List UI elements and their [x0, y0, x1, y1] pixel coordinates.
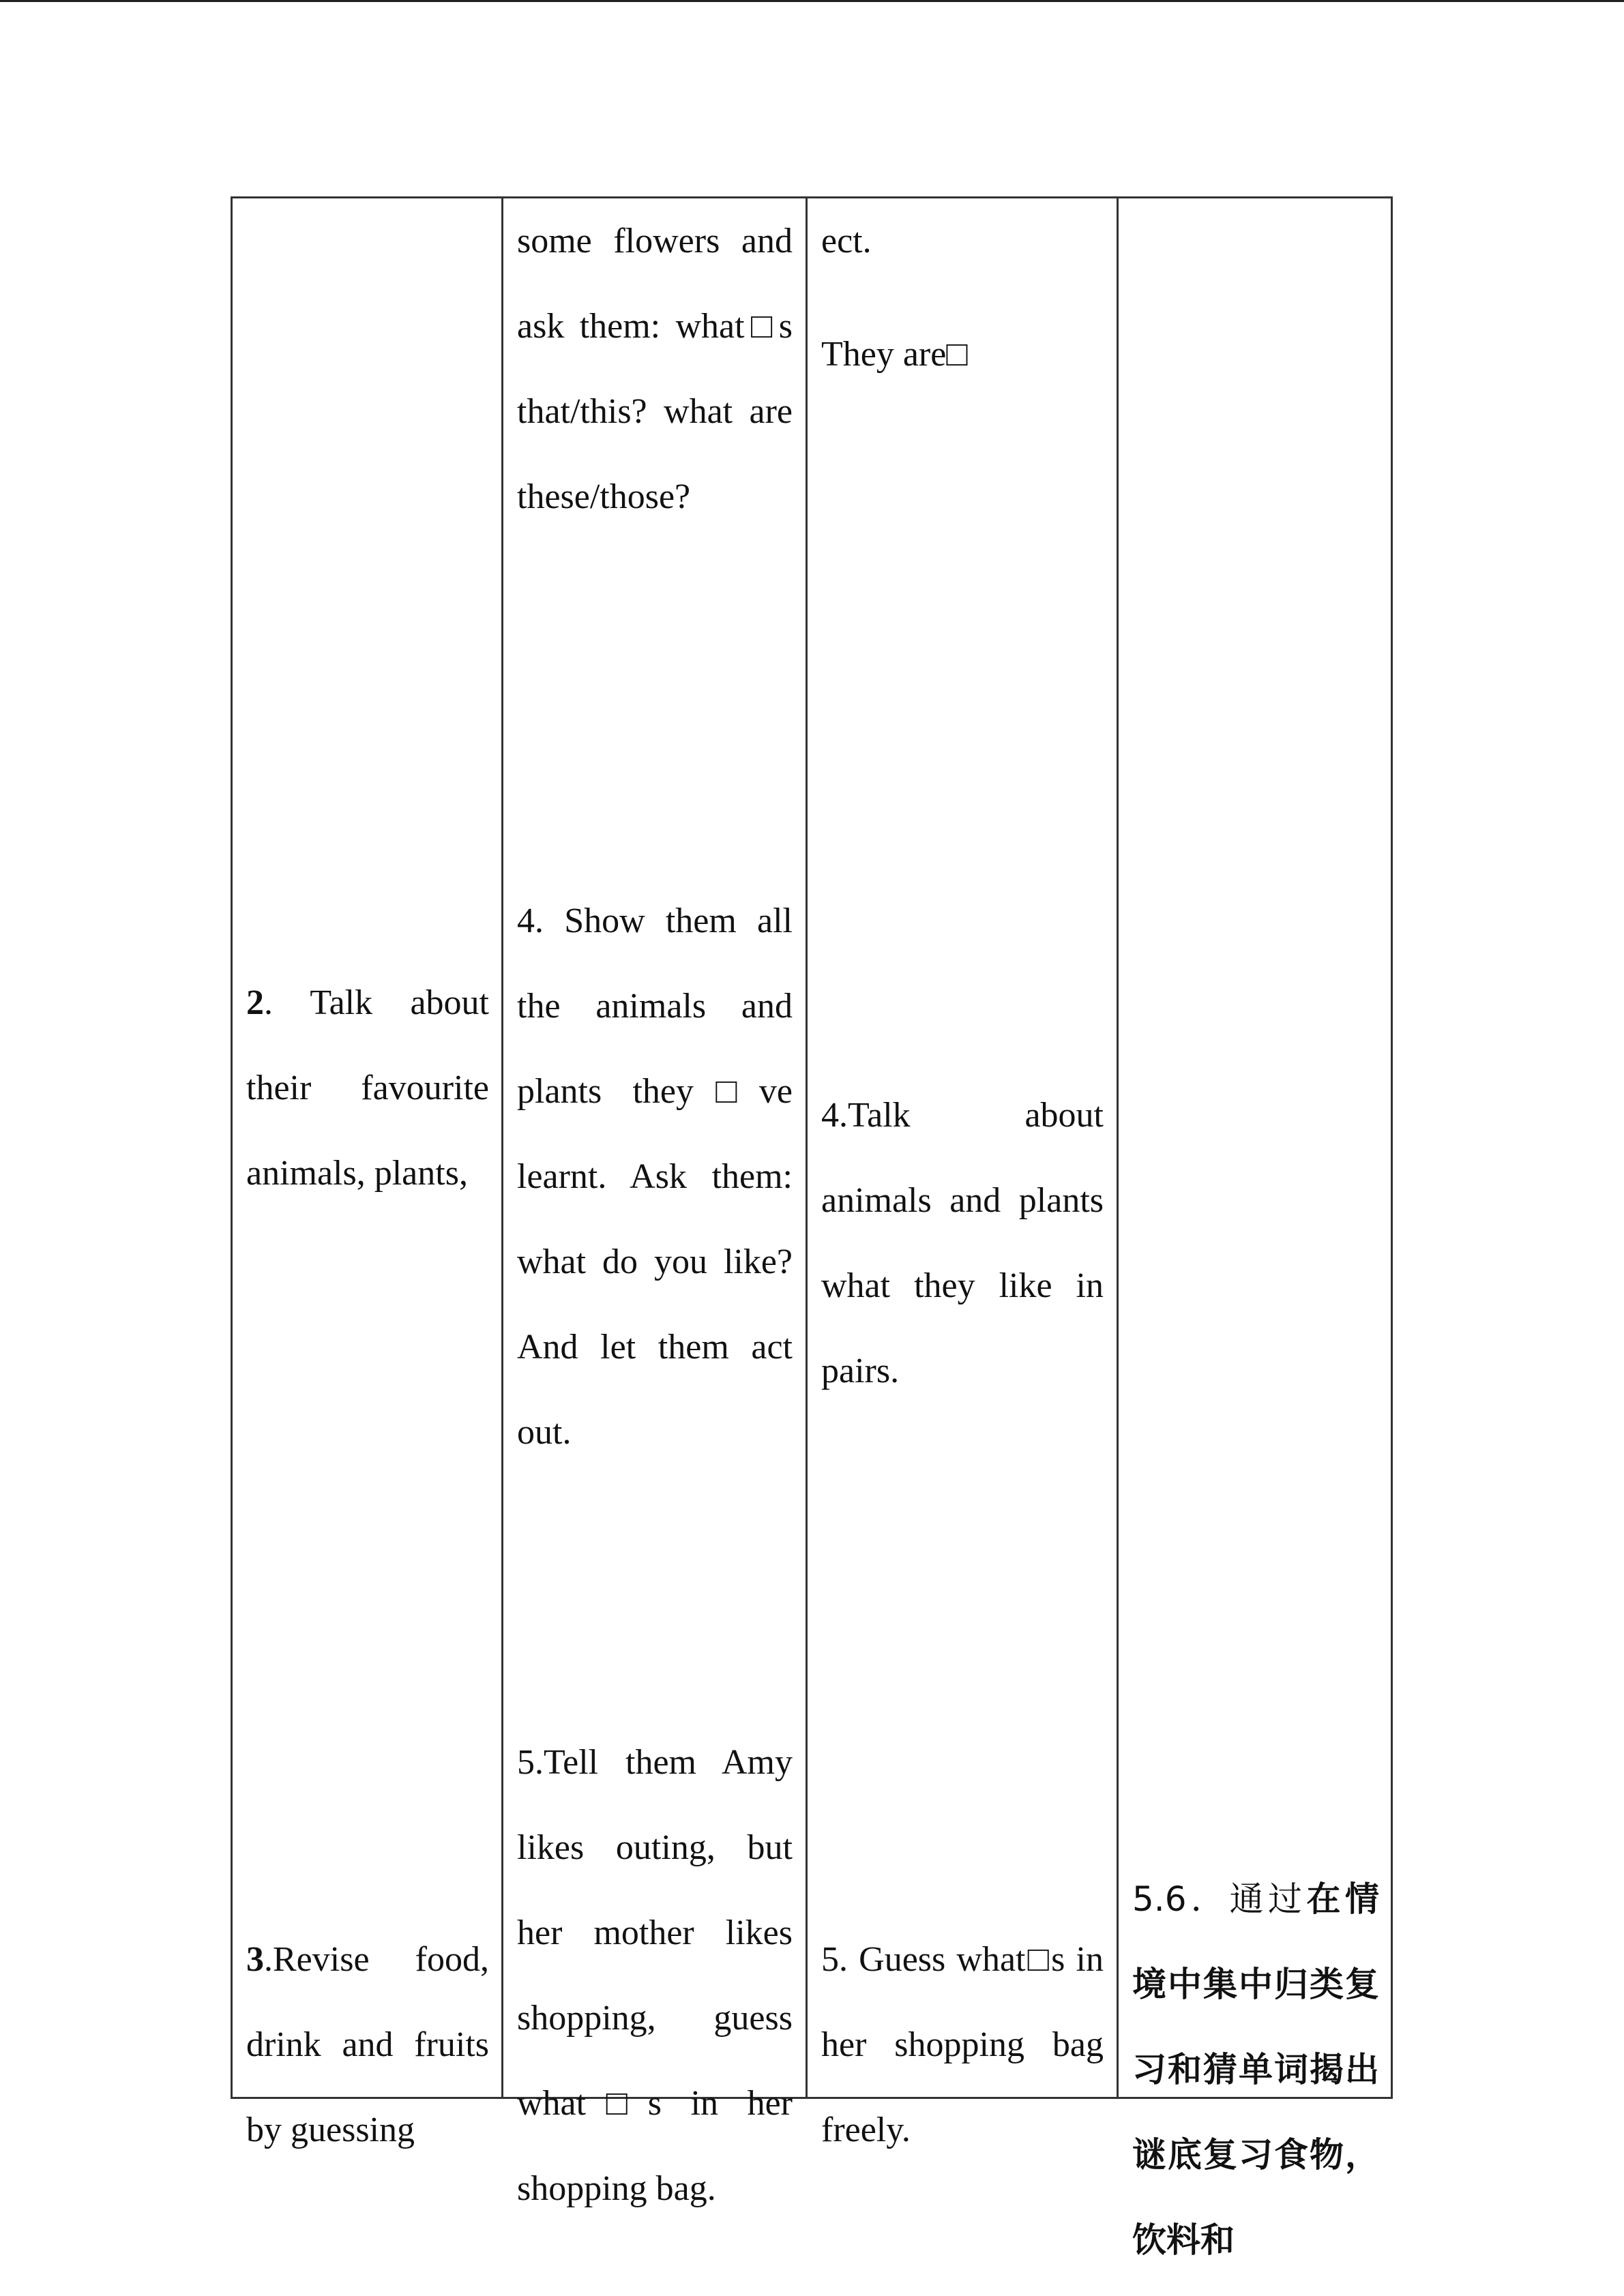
teacher-activity-flowers: some flowers and ask them: what□s that/this? what are these/those?: [517, 222, 793, 516]
design-purpose-text: 在情境中集中归类复习和猜单词揭出谜底复习食物，饮料和: [1132, 1879, 1379, 2260]
step-3-revise-food: [246, 1917, 489, 2173]
student-activity-5: 5. Guess what□s in her shopping bag freely.: [821, 1940, 1104, 2149]
step-2-text: . Talk about their favourite animals, plants,: [246, 983, 489, 1193]
teacher-activity-4: 4. Show them all the animals and plants they□ve learnt. Ask them: what do you like? And let them act out.: [517, 901, 793, 1452]
step-3-text: .Revise food, drink and fruits by guessing: [246, 1940, 489, 2149]
page-top-rule: [0, 0, 1624, 2]
step-2-number: 2: [246, 983, 264, 1022]
student-activity-ect: ect.: [821, 222, 872, 260]
column-divider: [1117, 198, 1119, 2097]
teacher-activity-5: 5.Tell them Amy likes outing, but her mother likes shopping, guess what□s in her shopping bag.: [517, 1743, 793, 2208]
lesson-plan-table: [231, 196, 1393, 2260]
column-divider: [501, 198, 503, 2097]
column-divider: [806, 198, 808, 2097]
design-purpose-5-6: [1132, 1857, 1379, 2283]
design-purpose-prefix: 5.6．通过: [1132, 1879, 1307, 1919]
student-activity-they-are: They are□: [821, 335, 968, 374]
step-2-talk-favourites: [246, 960, 489, 1216]
student-activity-4: 4.Talk about animals and plants what they like in pairs.: [821, 1096, 1104, 1390]
step-3-number: 3: [246, 1940, 264, 1979]
